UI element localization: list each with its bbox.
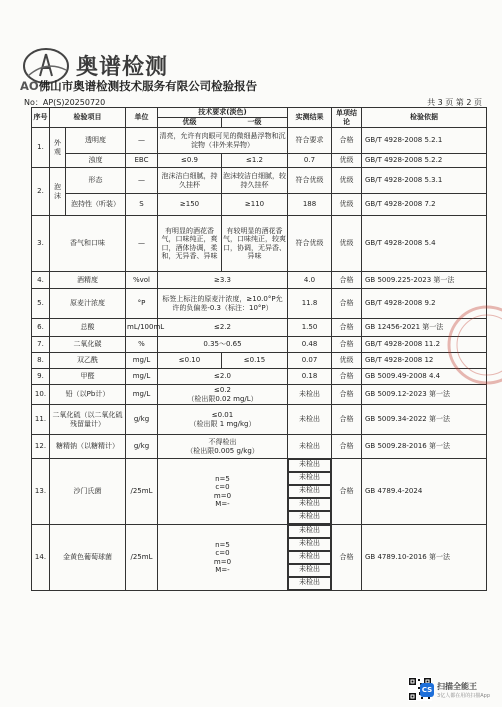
table-row [32,369,487,385]
col-unit: 单位 [126,108,158,128]
result-item: 未检出 [288,485,331,498]
row-result: 未检出 [288,435,332,459]
row-result: 188 [288,194,332,216]
row-first: ≤1.2 [222,154,288,168]
row-basis: GB 4789.10-2016 第一法 [362,525,487,591]
row-result-list [288,525,332,591]
row-unit: mg/L [126,353,158,369]
table-row [32,272,487,289]
row-excellent: ≥150 [158,194,222,216]
req-limit: 不得检出 [208,438,237,447]
row-item: 酒精度 [50,272,126,289]
row-basis: GB 5009.49-2008 4.4 [362,369,487,385]
row-basis: GB 5009.12-2023 第一法 [362,385,487,405]
row-first: 泡沫较洁白细腻，较持久挂杯 [222,168,288,194]
table-row [32,216,487,272]
scanner-sub: 3亿人都在用的扫描App [437,693,490,699]
row-result: 4.0 [288,272,332,289]
row-requirement [158,435,288,459]
row-result: 0.7 [288,154,332,168]
row-result: 0.48 [288,337,332,353]
row-group: 泡沫 [50,168,66,216]
row-item: 总酸 [50,319,126,337]
row-basis: GB 5009.28-2016 第一法 [362,435,487,459]
row-requirement: ≤2.0 [158,369,288,385]
row-group: 外观 [50,128,66,168]
row-verdict: 优级 [332,353,362,369]
plan-c: c=0 [215,483,230,492]
row-unit: mL/100mL [126,319,158,337]
table-row [32,194,487,216]
table-row [32,459,487,525]
row-item: 双乙酰 [50,353,126,369]
row-item: 糖精钠（以糖精计） [50,435,126,459]
result-item: 未检出 [288,511,331,524]
row-excellent: 泡沫洁白细腻，持久挂杯 [158,168,222,194]
row-item: 甲醛 [50,369,126,385]
row-result: 符合优级 [288,216,332,272]
col-verdict: 单项结论 [332,108,362,128]
row-sampling-plan [158,525,288,591]
plan-n: n=5 [215,475,230,484]
row-item: 透明度 [66,128,126,154]
row-result: 符合要求 [288,128,332,154]
row-basis: GB 4789.4-2024 [362,459,487,525]
row-basis: GB/T 4928-2008 5.3.1 [362,168,487,194]
row-verdict: 合格 [332,405,362,435]
row-no: 7. [32,337,50,353]
row-result: 11.8 [288,289,332,319]
row-sampling-plan [158,459,288,525]
row-verdict: 合格 [332,435,362,459]
row-requirement: ≤2.2 [158,319,288,337]
report-number: No：AP(S)20250720 [24,98,106,107]
row-no: 5. [32,289,50,319]
row-requirement: 清亮，允许有肉眼可见的微细悬浮物和沉淀物（非外来异物） [158,128,288,154]
row-excellent: ≤0.10 [158,353,222,369]
col-first: 一级 [222,118,288,128]
table-row [32,128,487,154]
row-no: 8. [32,353,50,369]
row-basis: GB/T 4928-2008 7.2 [362,194,487,216]
row-item: 泡持性（听装） [66,194,126,216]
row-item: 形态 [66,168,126,194]
row-unit: %vol [126,272,158,289]
row-no: 14. [32,525,50,591]
row-unit: mg/L [126,369,158,385]
table-row [32,319,487,337]
row-unit: °P [126,289,158,319]
table-row [32,435,487,459]
row-basis: GB 12456-2021 第一法 [362,319,487,337]
row-unit: mg/L [126,385,158,405]
req-limit: ≤0.2 [214,386,231,395]
row-result: 未检出 [288,385,332,405]
row-item: 香气和口味 [50,216,126,272]
title-prefix: AO [20,79,39,93]
row-result: 1.50 [288,319,332,337]
row-verdict: 合格 [332,369,362,385]
row-no: 13. [32,459,50,525]
title-text: 佛山市奥谱检测技术服务有限公司检验报告 [38,79,258,93]
seal-stamp-icon [432,300,502,390]
plan-M: M=- [215,499,230,508]
req-detection-limit: （检出限 1 mg/kg） [189,419,256,428]
col-no: 序号 [32,108,50,128]
row-verdict: 优级 [332,168,362,194]
row-requirement [158,405,288,435]
result-item: 未检出 [288,564,331,577]
result-item: 未检出 [288,498,331,511]
row-unit: /25mL [126,459,158,525]
row-no: 11. [32,405,50,435]
row-result-list [288,459,332,525]
req-detection-limit: （检出限0.005 g/kg） [186,446,259,455]
row-verdict: 合格 [332,385,362,405]
row-result: 0.07 [288,353,332,369]
plan-c: c=0 [215,549,230,558]
table-row [32,154,487,168]
row-unit: EBC [126,154,158,168]
row-unit: g/kg [126,405,158,435]
brand-name: 奥谱检测 [76,55,169,80]
row-first: ≤0.15 [222,353,288,369]
plan-m: m=0 [213,557,232,566]
row-unit: — [126,216,158,272]
row-item: 铅（以Pb计） [50,385,126,405]
row-first: ≥110 [222,194,288,216]
plan-n: n=5 [215,541,230,550]
row-item: 金黄色葡萄球菌 [50,525,126,591]
result-item: 未检出 [288,459,331,472]
row-unit: g/kg [126,435,158,459]
row-requirement: ≥3.3 [158,272,288,289]
table-row [32,353,487,369]
row-no: 6. [32,319,50,337]
row-unit: — [126,168,158,194]
row-excellent: 有明显的酒花香气，口味纯正，爽口，酒体协调，柔和，无异香、异味 [158,216,222,272]
row-basis: GB/T 4928-2008 5.2.2 [362,154,487,168]
row-unit: /25mL [126,525,158,591]
row-verdict: 优级 [332,194,362,216]
result-item: 未检出 [288,577,331,590]
row-verdict: 优级 [332,216,362,272]
table-header-row [32,108,487,118]
inspection-table [31,107,487,591]
row-basis: GB 5009.225-2023 第一法 [362,272,487,289]
row-requirement: 标签上标注的原麦汁浓度，≥10.0°P允许的负偏差-0.3（标注：10°P） [158,289,288,319]
row-item: 原麦汁浓度 [50,289,126,319]
row-verdict: 合格 [332,337,362,353]
scanner-watermark [420,681,490,699]
row-verdict: 合格 [332,289,362,319]
row-basis: GB/T 4928-2008 12 [362,353,487,369]
table-row [32,385,487,405]
row-verdict: 优级 [332,154,362,168]
req-limit: ≤0.01 [211,411,234,420]
plan-M: M=- [215,565,230,574]
col-result: 实测结果 [288,108,332,128]
result-item: 未检出 [288,472,331,485]
scanner-name: 扫描全能王 [437,682,478,691]
row-verdict: 合格 [332,319,362,337]
col-basis: 检验依据 [362,108,487,128]
row-no: 12. [32,435,50,459]
row-item: 二氧化碳 [50,337,126,353]
row-result: 0.18 [288,369,332,385]
page-info: 共 3 页 第 2 页 [427,98,482,107]
row-item: 沙门氏菌 [50,459,126,525]
table-row [32,289,487,319]
row-basis: GB/T 4928-2008 5.4 [362,216,487,272]
row-no: 2. [32,168,50,216]
table-row [32,168,487,194]
table-row [32,405,487,435]
row-result: 未检出 [288,405,332,435]
camscanner-logo-icon: CS [420,683,434,697]
col-excellent: 优级 [158,118,222,128]
row-unit: — [126,128,158,154]
row-basis: GB/T 4928-2008 11.2 [362,337,487,353]
row-item: 二氧化硫（以二氧化硫残留量计） [50,405,126,435]
row-unit: S [126,194,158,216]
row-unit: % [126,337,158,353]
row-basis: GB/T 4928-2008 9.2 [362,289,487,319]
row-basis: GB/T 4928-2008 5.2.1 [362,128,487,154]
result-item: 未检出 [288,538,331,551]
row-no: 10. [32,385,50,405]
table-row [32,525,487,591]
plan-m: m=0 [213,491,232,500]
row-result: 符合优级 [288,168,332,194]
report-title [20,78,257,94]
col-req: 技术要求(淡色) [158,108,288,118]
row-excellent: ≤0.9 [158,154,222,168]
table-row [32,337,487,353]
row-no: 9. [32,369,50,385]
row-basis: GB 5009.34-2022 第一法 [362,405,487,435]
row-first: 有较明显的酒花香气，口味纯正，较爽口，协调，无异香、异味 [222,216,288,272]
row-verdict: 合格 [332,272,362,289]
row-item: 浊度 [66,154,126,168]
col-item: 检验项目 [50,108,126,128]
result-item: 未检出 [288,525,331,538]
row-requirement [158,385,288,405]
row-no: 4. [32,272,50,289]
row-requirement: 0.35～0.65 [158,337,288,353]
row-no: 1. [32,128,50,168]
result-item: 未检出 [288,551,331,564]
req-detection-limit: （检出限0.02 mg/L） [187,394,258,403]
row-no: 3. [32,216,50,272]
row-verdict: 合格 [332,128,362,154]
row-verdict: 合格 [332,459,362,525]
row-verdict: 合格 [332,525,362,591]
